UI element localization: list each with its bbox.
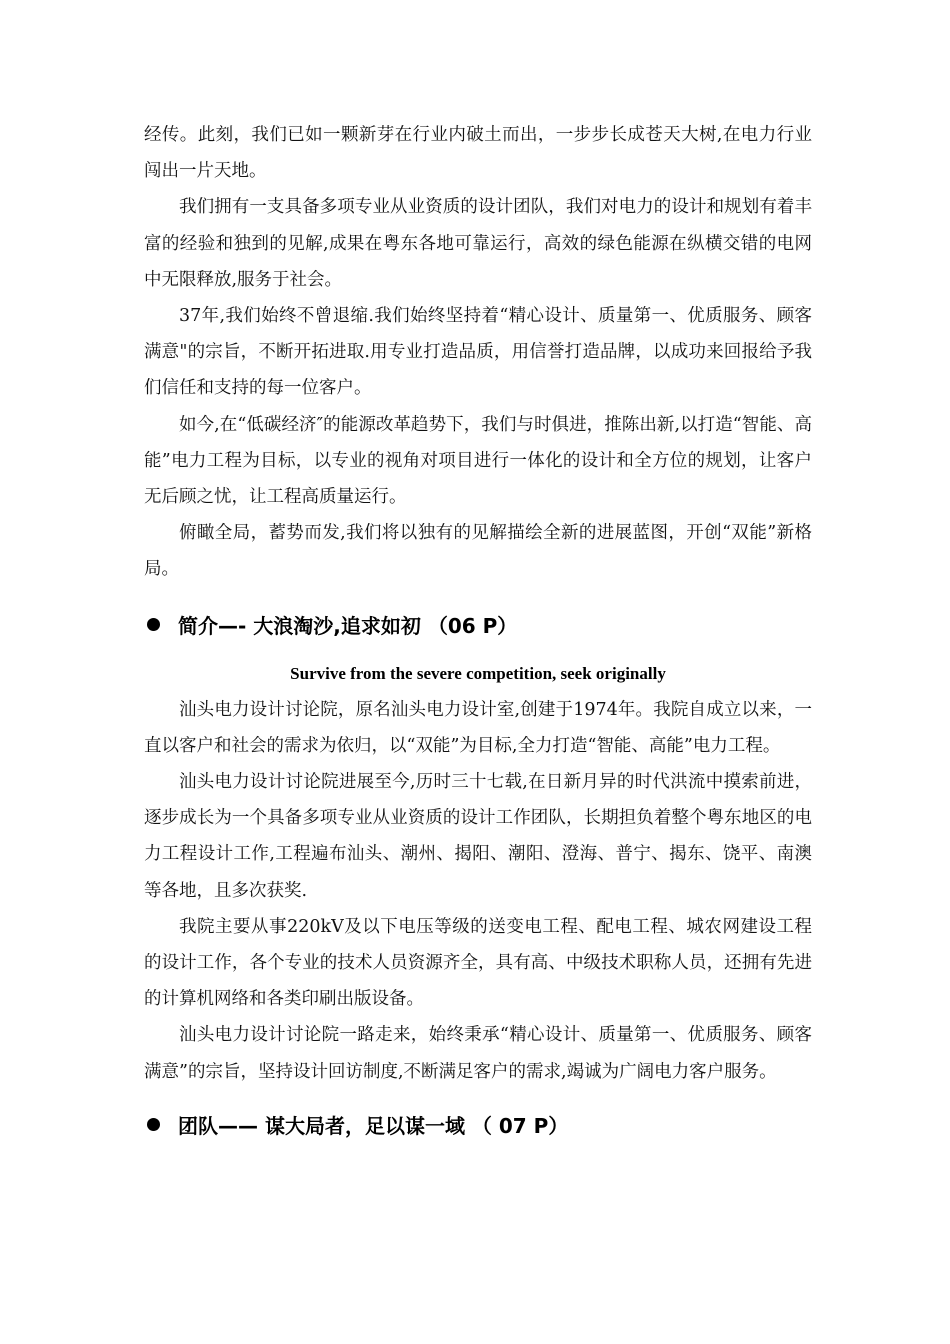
intro-paragraph-37-years: 37年,我们始终不曾退缩.我们始终坚持着“精心设计、质量第一、优质服务、顾客满意"的宗旨，不断开拓进取.用专业打造品质，用信誉打造品牌，以成功来回报给予我们信任和支持的每一位客户。 [144,306,812,399]
section-subtitle-english: Survive from the severe competition, seek originally [290,663,666,683]
intro-paragraph-low-carbon: 如今,在“低碳经济″的能源改革趋势下，我们与时俱进，推陈出新,以打造“智能、高能”电力工程为目标，以专业的视角对项目进行一体化的设计和全方位的规划，让客户无后顾之忧，让工程高质量运行。 [144,414,812,508]
intro-section-paragraph-business: 我院主要从事220kV及以下电压等级的送变电工程、配电工程、城农网建设工程的设计工作，各个专业的技术人员资源齐全，具有高、中级技术职称人员，还拥有先进的计算机网络和各类印刷出版设备。 [144,916,812,1010]
intro-paragraph-team: 我们拥有一支具备多项专业从业资质的设计团队，我们对电力的设计和规划有着丰富的经验和独到的见解,成果在粤东各地可靠运行，高效的绿色能源在纵横交错的电网中无限释放,服务于社会。 [144,197,812,290]
section-heading-team-text: 团队—— 谋大局者，足以谋一域 （ 07 P） [178,1114,569,1139]
intro-paragraph-continued: 经传。此刻，我们已如一颗新芽在行业内破土而出，一步步长成苍天大树,在电力行业闯出一片天地。 [144,125,812,182]
intro-section-paragraph-history: 汕头电力设计讨论院进展至今,历时三十七载,在日新月异的时代洪流中摸索前进，逐步成长为一个具备多项专业从业资质的设计工作团队，长期担负着整个粤东地区的电力工程设计工作,工程遍布汕头、潮州、揭阳、潮阳、澄海、普宁、揭东、饶平、南澳等各地，且多次获奖. [144,772,812,901]
section-heading-team [144,1098,812,1152]
section-heading-intro [144,598,812,652]
bullet-icon [147,1118,160,1131]
intro-paragraph-overview: 俯瞰全局，蓄势而发,我们将以独有的见解描绘全新的进展蓝图，开创“双能”新格局。 [144,523,812,580]
section-heading-intro-text: 简介—- 大浪淘沙,追求如初 （06 P） [178,614,518,639]
document-body [144,117,812,1152]
intro-section-paragraph-founding: 汕头电力设计讨论院，原名汕头电力设计室,创建于1974年。我院自成立以来，一直以客户和社会的需求为依归，以“双能”为目标,全力打造“智能、高能”电力工程。 [144,699,812,756]
intro-section-paragraph-principle: 汕头电力设计讨论院一路走来，始终秉承“精心设计、质量第一、优质服务、顾客满意”的宗旨，坚持设计回访制度,不断满足客户的需求,竭诚为广阔电力客户服务。 [144,1025,812,1082]
bullet-icon [147,618,160,631]
